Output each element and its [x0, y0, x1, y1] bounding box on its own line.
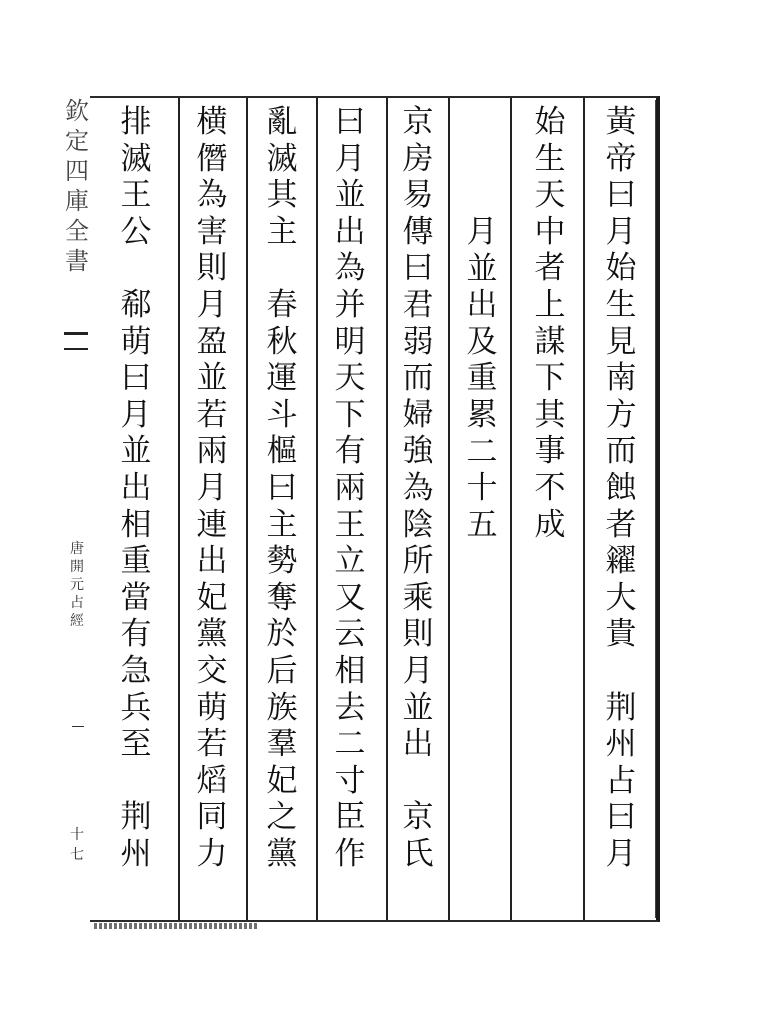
text-segment	[116, 799, 156, 872]
glyph: 二	[466, 433, 498, 470]
glyph: 南	[605, 360, 637, 397]
glyph: 王	[120, 177, 152, 214]
glyph: 並	[196, 360, 228, 397]
glyph: 成	[534, 506, 566, 543]
column-rule	[510, 98, 512, 920]
glyph: 立	[334, 543, 366, 580]
glyph: 族	[266, 689, 298, 726]
glyph: 全	[65, 217, 89, 245]
glyph: 公	[120, 213, 152, 250]
glyph: 月	[196, 286, 228, 323]
glyph: 滅	[120, 140, 152, 177]
glyph: 二	[334, 726, 366, 763]
glyph: 郗	[120, 286, 152, 323]
glyph: 滅	[266, 140, 298, 177]
glyph: 則	[402, 616, 434, 653]
glyph: 為	[402, 469, 434, 506]
glyph: 定	[65, 127, 89, 155]
margin-top-chars	[62, 96, 92, 276]
glyph: 黨	[196, 616, 228, 653]
glyph: 弱	[402, 323, 434, 360]
glyph: 占	[605, 762, 637, 799]
text-column-3	[462, 104, 502, 916]
glyph: 乘	[402, 579, 434, 616]
glyph: 並	[334, 177, 366, 214]
glyph: 其	[534, 396, 566, 433]
glyph: 下	[334, 396, 366, 433]
glyph: 春	[266, 286, 298, 323]
glyph: 京	[402, 799, 434, 836]
glyph: 寸	[334, 762, 366, 799]
glyph: 月	[605, 835, 637, 872]
glyph: 京	[402, 104, 434, 140]
glyph: 奪	[266, 579, 298, 616]
glyph: 妃	[196, 579, 228, 616]
glyph: 出	[402, 726, 434, 763]
glyph: 陰	[402, 506, 434, 543]
glyph: 月	[334, 140, 366, 177]
glyph: 君	[402, 286, 434, 323]
glyph: 出	[196, 543, 228, 580]
glyph: 為	[334, 250, 366, 287]
glyph: 其	[266, 177, 298, 214]
glyph: 明	[334, 323, 366, 360]
page-frame	[90, 96, 660, 922]
text-segment	[398, 104, 438, 763]
glyph: 當	[120, 579, 152, 616]
glyph: 見	[605, 323, 637, 360]
glyph: 生	[534, 140, 566, 177]
glyph: 同	[196, 799, 228, 836]
column-rule	[246, 98, 248, 920]
glyph: 上	[534, 286, 566, 323]
glyph: 勢	[266, 543, 298, 580]
glyph: 有	[334, 433, 366, 470]
glyph: 曰	[120, 360, 152, 397]
glyph: 作	[334, 835, 366, 872]
glyph: 急	[120, 652, 152, 689]
glyph: 始	[605, 250, 637, 287]
text-segment	[262, 287, 302, 873]
glyph: 易	[402, 177, 434, 214]
glyph: 強	[402, 433, 434, 470]
glyph: 蝕	[605, 469, 637, 506]
glyph: 黨	[266, 835, 298, 872]
glyph: 妃	[266, 762, 298, 799]
glyph: 若	[196, 396, 228, 433]
glyph: 羣	[266, 726, 298, 763]
glyph: 並	[466, 250, 498, 287]
glyph: 州	[605, 726, 637, 763]
glyph: 方	[605, 396, 637, 433]
column-rule	[583, 98, 585, 920]
glyph: 貴	[605, 616, 637, 653]
column-rule	[178, 98, 180, 920]
glyph: 之	[266, 799, 298, 836]
glyph: 斗	[266, 396, 298, 433]
text-column-7	[192, 104, 232, 916]
glyph: 占	[70, 595, 84, 611]
glyph: 生	[605, 286, 637, 323]
glyph: 中	[534, 213, 566, 250]
glyph: 曰	[605, 177, 637, 214]
glyph: 欽	[65, 97, 89, 125]
glyph: 始	[534, 104, 566, 140]
glyph: 交	[196, 652, 228, 689]
glyph: 王	[334, 506, 366, 543]
glyph: 出	[466, 287, 498, 324]
text-segment	[262, 104, 302, 250]
glyph: 元	[70, 577, 84, 593]
glyph: 黃	[605, 104, 637, 140]
glyph: 亂	[266, 104, 298, 140]
glyph: 經	[70, 613, 84, 629]
bottom-edge-mark	[94, 923, 258, 929]
glyph: 并	[334, 286, 366, 323]
glyph: 萌	[120, 323, 152, 360]
glyph: 重	[120, 543, 152, 580]
column-rule	[386, 98, 388, 920]
glyph: 兵	[120, 689, 152, 726]
glyph: 又	[334, 579, 366, 616]
glyph: 相	[334, 652, 366, 689]
glyph: 而	[402, 360, 434, 397]
margin-book-title	[62, 540, 92, 630]
glyph: 害	[196, 213, 228, 250]
glyph: 糴	[605, 543, 637, 580]
glyph: 事	[534, 433, 566, 470]
glyph: 曰	[334, 104, 366, 140]
glyph: 下	[534, 360, 566, 397]
text-column-1	[601, 104, 641, 916]
glyph: 天	[534, 177, 566, 214]
glyph: 至	[120, 726, 152, 763]
glyph: 若	[196, 726, 228, 763]
glyph: 盈	[196, 323, 228, 360]
glyph: 曰	[605, 799, 637, 836]
glyph: 並	[402, 689, 434, 726]
text-segment	[116, 287, 156, 763]
glyph: 相	[120, 506, 152, 543]
glyph: 荆	[605, 689, 637, 726]
text-column-2	[530, 104, 570, 916]
glyph: 累	[466, 396, 498, 433]
glyph: 十	[466, 470, 498, 507]
text-column-8	[116, 104, 156, 916]
glyph: 所	[402, 543, 434, 580]
glyph: 有	[120, 616, 152, 653]
glyph: 熖	[196, 762, 228, 799]
glyph: 並	[120, 433, 152, 470]
glyph: 氏	[402, 835, 434, 872]
glyph: 婦	[402, 396, 434, 433]
text-segment	[601, 104, 641, 653]
glyph: 州	[120, 835, 152, 872]
glyph: 主	[266, 213, 298, 250]
glyph: 月	[196, 469, 228, 506]
glyph: 開	[70, 559, 84, 575]
glyph: 秋	[266, 323, 298, 360]
glyph: 横	[196, 104, 228, 140]
text-segment	[330, 104, 370, 872]
glyph: 者	[534, 250, 566, 287]
folio-number: 十七	[70, 827, 84, 863]
glyph: 天	[334, 360, 366, 397]
glyph: 荆	[120, 799, 152, 836]
text-segment	[398, 799, 438, 872]
glyph: 連	[196, 506, 228, 543]
glyph: 僭	[196, 140, 228, 177]
glyph: 帝	[605, 140, 637, 177]
glyph: 傳	[402, 213, 434, 250]
glyph: 唐	[70, 541, 84, 557]
book-title-text	[62, 540, 92, 630]
text-column-4	[398, 104, 438, 916]
text-column-6	[262, 104, 302, 916]
text-segment	[601, 690, 641, 873]
glyph: 不	[534, 469, 566, 506]
margin-top-text	[62, 96, 92, 276]
glyph: 云	[334, 616, 366, 653]
glyph: 運	[266, 360, 298, 397]
glyph: 兩	[334, 469, 366, 506]
section-heading	[462, 214, 502, 543]
column-rule	[316, 98, 318, 920]
text-segment	[530, 104, 570, 543]
glyph: 四	[65, 157, 89, 185]
glyph: 樞	[266, 433, 298, 470]
text-segment	[116, 104, 156, 250]
glyph: 去	[334, 689, 366, 726]
glyph: 及	[466, 323, 498, 360]
glyph: 重	[466, 360, 498, 397]
glyph: 月	[120, 396, 152, 433]
glyph: 大	[605, 579, 637, 616]
glyph: 則	[196, 250, 228, 287]
glyph: 為	[196, 177, 228, 214]
glyph: 曰	[402, 250, 434, 287]
glyph: 者	[605, 506, 637, 543]
glyph: 月	[605, 213, 637, 250]
glyph: 曰	[266, 469, 298, 506]
fishtail-mark	[64, 332, 88, 350]
glyph: 出	[334, 213, 366, 250]
frame-inner-rule	[655, 100, 656, 918]
page-margin-strip	[62, 96, 92, 922]
glyph: 主	[266, 506, 298, 543]
glyph: 謀	[534, 323, 566, 360]
margin-dash	[72, 726, 84, 727]
column-rule	[448, 98, 450, 920]
glyph: 出	[120, 469, 152, 506]
glyph: 房	[402, 140, 434, 177]
glyph: 於	[266, 616, 298, 653]
glyph: 臣	[334, 799, 366, 836]
glyph: 而	[605, 433, 637, 470]
text-column-5	[330, 104, 370, 916]
glyph: 兩	[196, 433, 228, 470]
glyph: 力	[196, 835, 228, 872]
glyph: 月	[402, 652, 434, 689]
text-segment	[192, 104, 232, 872]
glyph: 庫	[65, 187, 89, 215]
glyph: 排	[120, 104, 152, 140]
glyph: 五	[466, 506, 498, 543]
glyph: 書	[65, 247, 89, 275]
glyph: 月	[466, 214, 498, 250]
glyph: 后	[266, 652, 298, 689]
glyph: 萌	[196, 689, 228, 726]
